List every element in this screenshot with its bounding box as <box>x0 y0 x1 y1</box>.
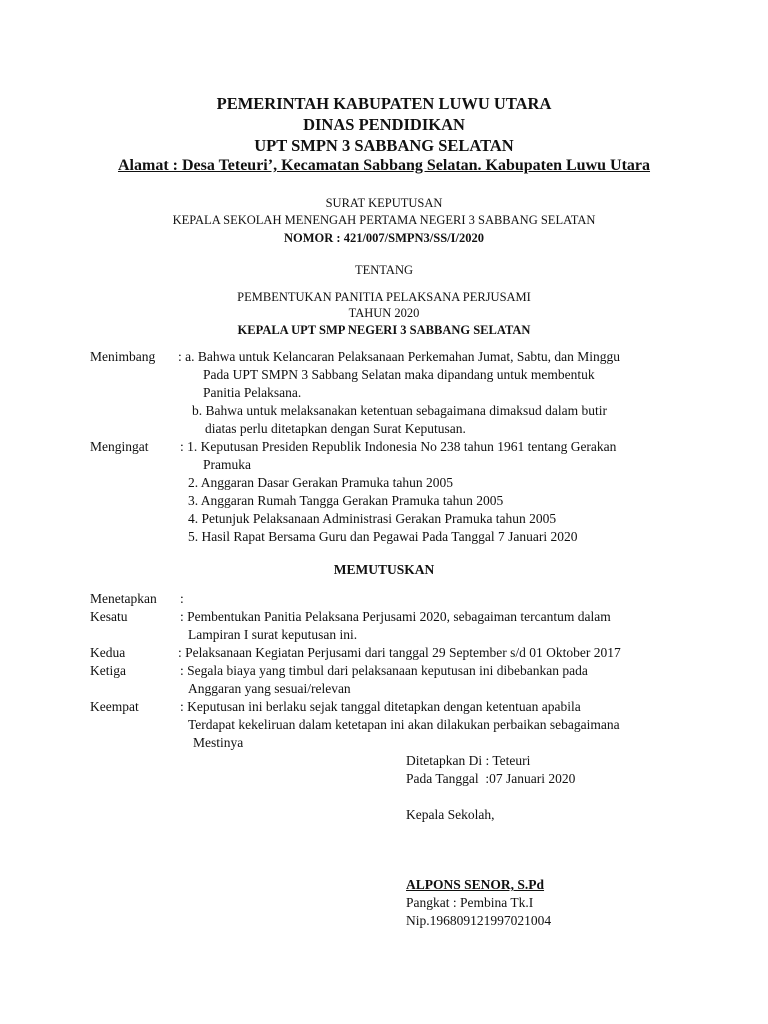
signature-date: Pada Tanggal :07 Januari 2020 <box>406 771 576 786</box>
title-nomor: NOMOR : 421/007/SMPN3/SS/I/2020 <box>283 231 484 245</box>
mengingat-item-4: 4. Petunjuk Pelaksanaan Administrasi Gerakan Pramuka tahun 2005 <box>188 511 557 526</box>
title-surat-keputusan: SURAT KEPUTUSAN <box>325 196 443 210</box>
kedua-line-1: : Pelaksanaan Kegiatan Perjusami dari tanggal 29 September s/d 01 Oktober 2017 <box>178 645 621 660</box>
mengingat-item-3: 3. Anggaran Rumah Tangga Gerakan Pramuka tahun 2005 <box>188 493 504 508</box>
mengingat-label: Mengingat <box>90 439 149 454</box>
header-government: PEMERINTAH KABUPATEN LUWU UTARA <box>216 94 552 113</box>
subject-line-2: TAHUN 2020 <box>348 306 420 320</box>
menetapkan-label: Menetapkan <box>90 591 157 606</box>
signature-place: Ditetapkan Di : Teteuri <box>406 753 531 768</box>
keempat-line-2: Terdapat kekeliruan dalam ketetapan ini akan dilakukan perbaikan sebagaimana <box>188 717 620 732</box>
signatory-nip: Nip.196809121997021004 <box>406 913 552 928</box>
menimbang-a-line-1: : a. Bahwa untuk Kelancaran Pelaksanaan Perkemahan Jumat, Sabtu, dan Minggu <box>178 349 620 364</box>
mengingat-item-1-line-1: : 1. Keputusan Presiden Republik Indonesia No 238 tahun 1961 tentang Gerakan <box>180 439 617 454</box>
header-department: DINAS PENDIDIKAN <box>303 115 465 134</box>
keempat-line-3: Mestinya <box>193 735 244 750</box>
ketiga-line-2: Anggaran yang sesuai/relevan <box>188 681 351 696</box>
ketiga-label: Ketiga <box>90 663 126 678</box>
ketiga-line-1: : Segala biaya yang timbul dari pelaksanaan keputusan ini dibebankan pada <box>180 663 588 678</box>
menetapkan-colon: : <box>180 591 184 606</box>
kesatu-label: Kesatu <box>90 609 128 624</box>
keempat-label: Keempat <box>90 699 139 714</box>
signatory-rank: Pangkat : Pembina Tk.I <box>406 895 534 910</box>
menimbang-a-line-2: Pada UPT SMPN 3 Sabbang Selatan maka dipandang untuk membentuk <box>203 367 595 382</box>
menimbang-a-line-3: Panitia Pelaksana. <box>203 385 302 400</box>
keempat-line-1: : Keputusan ini berlaku sejak tanggal ditetapkan dengan ketentuan apabila <box>180 699 581 714</box>
subject-line-3: KEPALA UPT SMP NEGERI 3 SABBANG SELATAN <box>237 323 531 337</box>
memutuskan-heading: MEMUTUSKAN <box>333 562 435 577</box>
menimbang-b-line-2: diatas perlu ditetapkan dengan Surat Keputusan. <box>205 421 466 436</box>
header-school: UPT SMPN 3 SABBANG SELATAN <box>254 136 514 155</box>
mengingat-item-2: 2. Anggaran Dasar Gerakan Pramuka tahun 2005 <box>188 475 454 490</box>
title-kepala-sekolah: KEPALA SEKOLAH MENENGAH PERTAMA NEGERI 3 SABBANG SELATAN <box>172 213 596 227</box>
menimbang-label: Menimbang <box>90 349 156 364</box>
kesatu-line-1: : Pembentukan Panitia Pelaksana Perjusami 2020, sebagaiman tercantum dalam <box>180 609 611 624</box>
kedua-label: Kedua <box>90 645 126 660</box>
mengingat-item-5: 5. Hasil Rapat Bersama Guru dan Pegawai Pada Tanggal 7 Januari 2020 <box>188 529 578 544</box>
subject-line-1: PEMBENTUKAN PANITIA PELAKSANA PERJUSAMI <box>237 290 531 304</box>
title-tentang: TENTANG <box>354 263 413 277</box>
mengingat-item-1-line-2: Pramuka <box>203 457 251 472</box>
signature-position: Kepala Sekolah, <box>406 807 495 822</box>
menimbang-b-line-1: b. Bahwa untuk melaksanakan ketentuan sebagaimana dimaksud dalam butir <box>192 403 607 418</box>
signatory-name: ALPONS SENOR, S.Pd <box>406 877 545 892</box>
kesatu-line-2: Lampiran I surat keputusan ini. <box>188 627 358 642</box>
header-address: Alamat : Desa Teteuri’, Kecamatan Sabbang Selatan. Kabupaten Luwu Utara <box>117 157 651 174</box>
